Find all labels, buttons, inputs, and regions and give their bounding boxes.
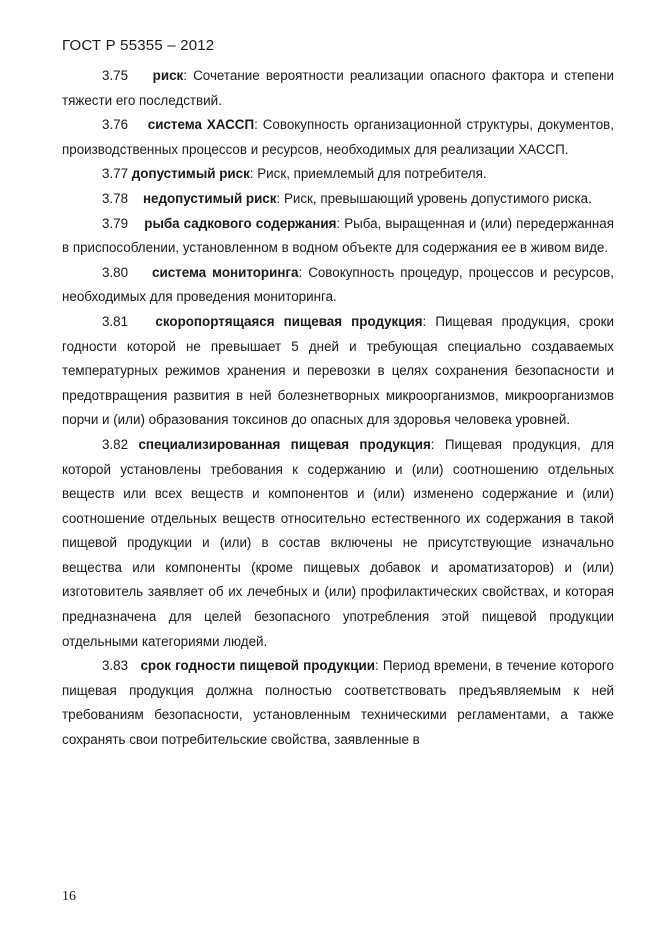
definition-entry xyxy=(62,187,614,212)
definition-entry xyxy=(62,113,614,162)
definition-text: Период времени, в течение которого пищевая продукция должна полностью соответствовать предъявляемым к ней требованиям безопасности, установленным техническими регламентами, а также сохранять свои потребительские свойства, заявленные в xyxy=(62,658,614,748)
definition-entry xyxy=(62,64,614,113)
definition-text: Риск, приемлемый для потребителя. xyxy=(257,166,487,182)
definition-separator: : xyxy=(183,68,187,83)
definition-text: Рыба, выращенная и (или) передержанная в приспособлении, установленном в водном объекте для содержания ее в живом виде. xyxy=(62,215,614,256)
document-header: ГОСТ Р 55355 – 2012 xyxy=(62,37,215,54)
definition-term: срок годности пищевой продукции xyxy=(140,658,375,674)
definition-number: 3.81 xyxy=(102,313,129,329)
definition-number: 3.77 xyxy=(102,166,129,182)
definition-text: Пищевая продукция, сроки годности которой не превышает 5 дней и требующая специально создаваемых температурных режимов хранения и перевозки в целях сохранения безопасности и предотвращения развития в ней болезнетворных микроорганизмов, микроорганизмов порчи и (или) образования токсинов до опасных для здоровья человека уровней. xyxy=(62,313,614,428)
definition-text: Пищевая продукция, для которой установлены требования к содержанию и (или) соотношению отдельных веществ или всех веществ и компонентов и (или) изменено содержание и (или) соотношение отдельных веществ относительно естественного их содержания в такой пищевой продукции и (или) в состав включены не присутствующие изначально вещества или компоненты (кроме пищевых добавок и ароматизаторов) и (или) изготовитель заявляет об их лечебных и (или) профилактических свойствах, и которая предназначена для целей безопасного употребления этой пищевой продукции отдельными категориями людей. xyxy=(62,436,614,649)
definition-term: система мониторинга xyxy=(152,264,299,280)
definition-entry xyxy=(62,310,614,433)
definition-number: 3.78 xyxy=(102,190,129,206)
definition-separator: : xyxy=(298,264,303,280)
definition-separator: : xyxy=(249,166,254,182)
definition-term: специализированная пищевая продукция xyxy=(138,436,431,452)
definition-entry xyxy=(62,162,614,187)
definition-term: рыба садкового содержания xyxy=(144,215,337,231)
page-number: 16 xyxy=(62,889,76,904)
definition-separator: : xyxy=(374,658,379,674)
definition-number: 3.80 xyxy=(102,264,129,280)
definition-separator: : xyxy=(254,117,258,133)
definition-entry xyxy=(62,212,614,261)
definition-entry xyxy=(62,433,614,654)
definition-text: Совокупность процедур, процессов и ресурсов, необходимых для проведения мониторинга. xyxy=(62,264,615,305)
definition-entry xyxy=(62,261,614,310)
definition-number: 3.76 xyxy=(102,117,129,133)
definition-number: 3.82 xyxy=(102,436,129,452)
definition-separator: : xyxy=(422,313,427,329)
definition-entry xyxy=(62,654,614,752)
definition-text: Сочетание вероятности реализации опасного фактора и степени тяжести его последствий. xyxy=(62,68,614,108)
definition-text: Риск, превышающий уровень допустимого риска. xyxy=(283,190,592,206)
definition-term: риск xyxy=(152,68,184,83)
definition-number: 3.83 xyxy=(102,658,129,674)
definition-separator: : xyxy=(276,190,281,206)
definition-separator: : xyxy=(430,436,435,452)
definition-number: 3.79 xyxy=(102,215,129,231)
definition-term: допустимый риск xyxy=(131,166,250,182)
definition-separator: : xyxy=(336,215,341,231)
definitions-list xyxy=(62,64,614,753)
definition-text: Совокупность организационной структуры, документов, производственных процессов и ресурсов, необходимых для реализации ХАССП. xyxy=(62,117,614,157)
definition-term: система ХАССП xyxy=(147,117,255,133)
definition-term: недопустимый риск xyxy=(142,190,277,206)
definition-term: скоропортящаяся пищевая продукция xyxy=(155,313,423,329)
definition-number: 3.75 xyxy=(102,68,129,83)
